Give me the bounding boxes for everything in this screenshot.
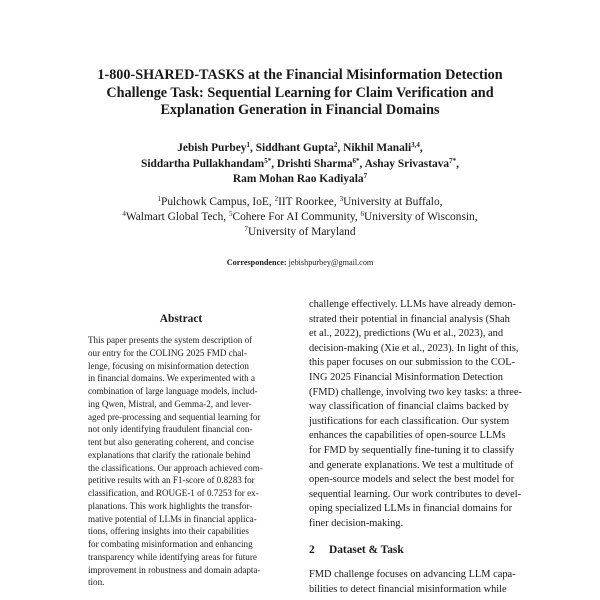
text-line: This paper presents the system description of xyxy=(88,335,253,345)
title-line: Explanation Generation in Financial Domains xyxy=(160,102,440,118)
author-name: Ashay Srivastava xyxy=(364,157,450,170)
text-line: bilities to detect financial misinformation while xyxy=(309,583,507,595)
text-line: strated their potential in financial analysis (Shah xyxy=(309,313,510,325)
affiliation-sup: 6 xyxy=(360,210,365,218)
affiliation-list xyxy=(60,195,540,240)
text-line: classification, and ROUGE-1 of 0.7253 for ex- xyxy=(88,488,259,498)
text-line: for FMD by sequentially fine-tuning it to classify xyxy=(309,444,515,456)
section-body xyxy=(309,568,531,597)
text-line: (FMD) challenge, involving two key tasks: a three- xyxy=(309,386,522,398)
affiliation-sup: 5 xyxy=(229,210,233,218)
text-line: in financial domains. We experimented with a xyxy=(88,373,256,384)
text-line: way classification of financial claims backed by xyxy=(309,401,509,413)
author-line xyxy=(60,172,540,188)
affiliation-line xyxy=(60,225,540,240)
correspondence xyxy=(60,258,540,268)
section-title: Dataset & Task xyxy=(329,544,404,556)
title-line: Challenge Task: Sequential Learning for Claim Verification and xyxy=(106,84,494,101)
affiliation-name: University of Wisconsin xyxy=(364,211,475,223)
text-line: not only identifying fraudulent financial con- xyxy=(88,424,253,435)
affiliation-name: IIT Roorkee xyxy=(278,196,334,208)
text-line: improvement in robustness and domain adapta- xyxy=(88,564,261,575)
text-line: tions, offering insights into their capabilities xyxy=(88,526,249,537)
section-heading xyxy=(309,543,531,557)
text-line: lenge, focusing on misinformation detection xyxy=(88,360,249,371)
text-line: FMD challenge focuses on advancing LLM capa- xyxy=(309,569,516,580)
abstract-body xyxy=(88,334,274,589)
correspondence-email[interactable]: jebishpurbey@gmail.com xyxy=(288,258,374,267)
affiliation-sup: 2 xyxy=(274,195,279,203)
text-line: petitive results with an F1-score of 0.8283 for xyxy=(88,475,255,486)
author-list xyxy=(60,141,540,188)
correspondence-label: Correspondence: xyxy=(226,258,287,267)
text-line: et al., 2022), predictions (Wu et al., 2023), and xyxy=(309,328,504,340)
author-name: Jebish Purbey xyxy=(177,142,247,154)
text-line: this paper focuses on our submission to the COL- xyxy=(309,357,516,369)
paper-title xyxy=(60,67,540,120)
text-line: justifications for each classification. Our system xyxy=(309,415,510,427)
text-line: our entry for the COLING 2025 FMD chal- xyxy=(88,347,247,358)
author-name: Ram Mohan Rao Kadiyala xyxy=(232,173,364,185)
affiliation-sup: 7 xyxy=(244,225,248,233)
text-line: combination of large language models, includ- xyxy=(88,386,258,396)
author-sup: 6* xyxy=(352,156,360,165)
affiliation-line: $^4$Walmart Global Tech, $^5$Cohere For AI Community, $^6$University of Wisconsin, xyxy=(122,210,478,223)
author-name: Drishti Sharma xyxy=(276,157,353,170)
affiliation-sup: 4 xyxy=(122,210,126,218)
text-line: ing Qwen, Mistral, and Gemma-2, and lever- xyxy=(88,398,252,409)
author-name: Nikhil Manali xyxy=(343,142,412,154)
text-line: and generate explanations. We test a multitude of xyxy=(309,459,514,471)
affiliation-name: University at Buffalo xyxy=(343,196,440,208)
author-sup: 5* xyxy=(264,156,272,165)
text-line: transparency while identifying areas for future xyxy=(88,551,257,562)
affiliation-sup: 3 xyxy=(339,195,344,203)
author-name: Siddartha Pullakhandam xyxy=(141,157,265,170)
text-line: mative potential of LLMs in financial applica- xyxy=(88,513,257,524)
abstract-heading: Abstract xyxy=(159,313,203,325)
text-line: open-source models and select the best model for xyxy=(309,474,515,486)
affiliation-name: University of Maryland xyxy=(247,226,356,238)
text-line: sequential learning. Our work contributes to devel- xyxy=(309,488,522,500)
affiliation-name: Cohere For AI Community xyxy=(232,211,355,223)
text-line: oping specialized LLMs in financial domains for xyxy=(309,503,513,515)
text-line: enhances the capabilities of open-source LLMs xyxy=(309,430,506,442)
text-line: aged pre-processing and sequential learning for xyxy=(88,411,261,422)
text-line: for combating misinformation and enhancing xyxy=(88,539,253,549)
affiliation-line: $^1$Pulchowk Campus, IoE, $^2$IIT Roorkee, $^3$University at Buffalo, xyxy=(157,195,443,208)
text-line: explanations that clarify the rationale behind xyxy=(88,449,251,460)
text-line: challenge effectively. LLMs have already demon- xyxy=(309,299,516,310)
text-line: planations. This work highlights the transfor- xyxy=(88,500,253,511)
title-line: 1-800-SHARED-TASKS at the Financial Misinformation Detection xyxy=(97,67,503,83)
intro-continuation xyxy=(309,298,531,532)
section-number: 2 xyxy=(309,544,315,556)
affiliation-name: Pulchowk Campus, IoE xyxy=(160,196,269,208)
author-line: Siddartha Pullakhandam$^{5*}$, Drishti Sharma$^{6*}$, Ashay Srivastava$^{7*}$, xyxy=(141,156,459,170)
author-line: Jebish Purbey$^1$, Siddhant Gupta$^2$, Nikhil Manali$^{3,4}$, xyxy=(177,141,423,154)
text-line: finer decision-making. xyxy=(309,517,404,529)
text-line: tent but also generating coherent, and concise xyxy=(88,437,254,447)
affiliation-sup: 1 xyxy=(157,195,161,203)
affiliation-name: Walmart Global Tech xyxy=(125,211,224,223)
author-name: Siddhant Gupta xyxy=(255,142,334,154)
text-line: tion. xyxy=(88,577,105,588)
author-sup: 7 xyxy=(363,172,368,180)
author-sup: 7* xyxy=(449,156,457,165)
author-sup: 3,4 xyxy=(411,141,420,149)
author-sup: 2 xyxy=(333,141,338,149)
author-sup: 1 xyxy=(246,141,251,149)
text-line: decision-making (Xie et al., 2023). In light of this, xyxy=(309,342,519,354)
text-line: the classifications. Our approach achieved com- xyxy=(88,462,263,473)
text-line: ING 2025 Financial Misinformation Detection xyxy=(309,371,503,383)
